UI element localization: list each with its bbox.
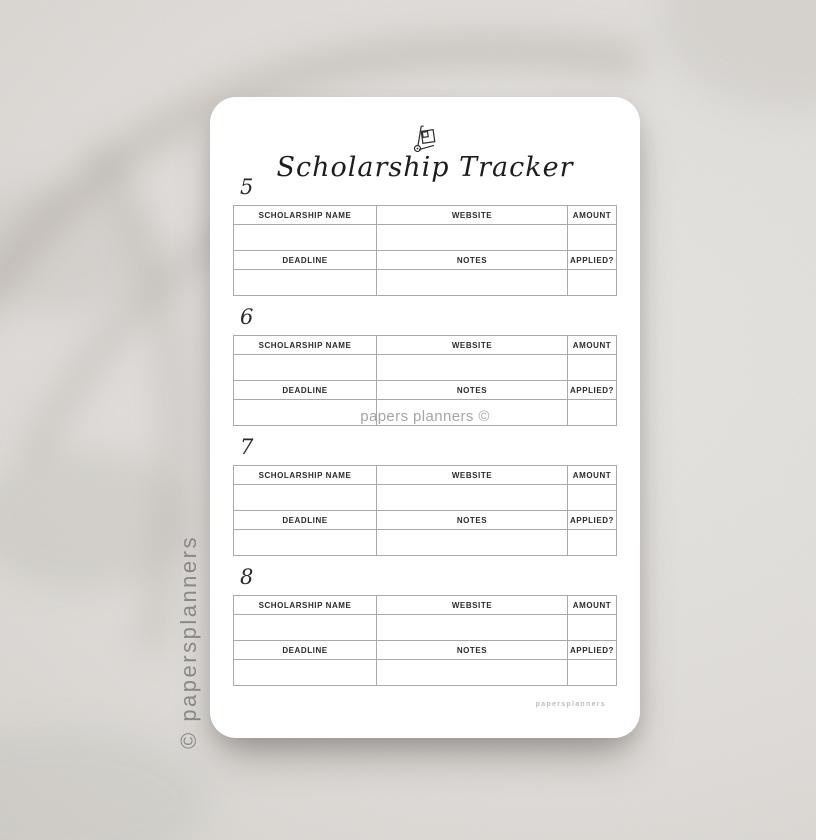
scholarship-name-cell[interactable] — [234, 225, 377, 251]
deadline-cell[interactable] — [234, 400, 377, 426]
header-deadline: DEADLINE — [234, 511, 377, 530]
amount-cell[interactable] — [568, 355, 617, 381]
side-copyright-text: © papersplanners — [176, 535, 201, 749]
tracker-section-7 — [233, 435, 616, 556]
header-applied: APPLIED? — [568, 251, 617, 270]
header-deadline: DEADLINE — [234, 251, 377, 270]
notes-cell[interactable] — [377, 270, 568, 296]
header-notes: NOTES — [377, 511, 568, 530]
tracker-section-5 — [233, 175, 616, 296]
page-title: Scholarship Tracker — [276, 152, 574, 183]
deadline-cell[interactable] — [234, 530, 377, 556]
website-cell[interactable] — [377, 355, 568, 381]
header-notes: NOTES — [377, 251, 568, 270]
applied-cell[interactable] — [568, 400, 617, 426]
hand-truck-icon — [412, 124, 439, 153]
deadline-cell[interactable] — [234, 660, 377, 686]
notes-cell[interactable] — [377, 660, 568, 686]
applied-cell[interactable] — [568, 660, 617, 686]
section-number: 6 — [240, 305, 254, 329]
header-amount: AMOUNT — [568, 206, 617, 225]
amount-cell[interactable] — [568, 225, 617, 251]
header-scholarship-name: SCHOLARSHIP NAME — [234, 336, 377, 355]
deadline-cell[interactable] — [234, 270, 377, 296]
header-website: WEBSITE — [377, 336, 568, 355]
scholarship-name-cell[interactable] — [234, 355, 377, 381]
section-number: 7 — [240, 435, 254, 459]
section-number: 5 — [240, 175, 254, 199]
header-applied: APPLIED? — [568, 641, 617, 660]
header-deadline: DEADLINE — [234, 381, 377, 400]
header-deadline: DEADLINE — [234, 641, 377, 660]
header-amount: AMOUNT — [568, 596, 617, 615]
header-applied: APPLIED? — [568, 511, 617, 530]
scholarship-name-cell[interactable] — [234, 615, 377, 641]
header-website: WEBSITE — [377, 206, 568, 225]
amount-cell[interactable] — [568, 615, 617, 641]
header-amount: AMOUNT — [568, 466, 617, 485]
tracker-table — [233, 205, 617, 296]
header-website: WEBSITE — [377, 466, 568, 485]
header-notes: NOTES — [377, 641, 568, 660]
header-amount: AMOUNT — [568, 336, 617, 355]
planner-page — [210, 97, 640, 738]
footer-brand: papersplanners — [535, 701, 606, 708]
header-scholarship-name: SCHOLARSHIP NAME — [234, 206, 377, 225]
header-scholarship-name: SCHOLARSHIP NAME — [234, 596, 377, 615]
section-number: 8 — [240, 565, 254, 589]
header-notes: NOTES — [377, 381, 568, 400]
website-cell[interactable] — [377, 485, 568, 511]
header-scholarship-name: SCHOLARSHIP NAME — [234, 466, 377, 485]
applied-cell[interactable] — [568, 270, 617, 296]
tracker-table — [233, 595, 617, 686]
center-watermark: papers planners © — [360, 408, 490, 425]
tracker-section-8 — [233, 565, 616, 686]
website-cell[interactable] — [377, 615, 568, 641]
amount-cell[interactable] — [568, 485, 617, 511]
tracker-table — [233, 465, 617, 556]
website-cell[interactable] — [377, 225, 568, 251]
notes-cell[interactable] — [377, 530, 568, 556]
header-applied: APPLIED? — [568, 381, 617, 400]
header-website: WEBSITE — [377, 596, 568, 615]
applied-cell[interactable] — [568, 530, 617, 556]
scholarship-name-cell[interactable] — [234, 485, 377, 511]
